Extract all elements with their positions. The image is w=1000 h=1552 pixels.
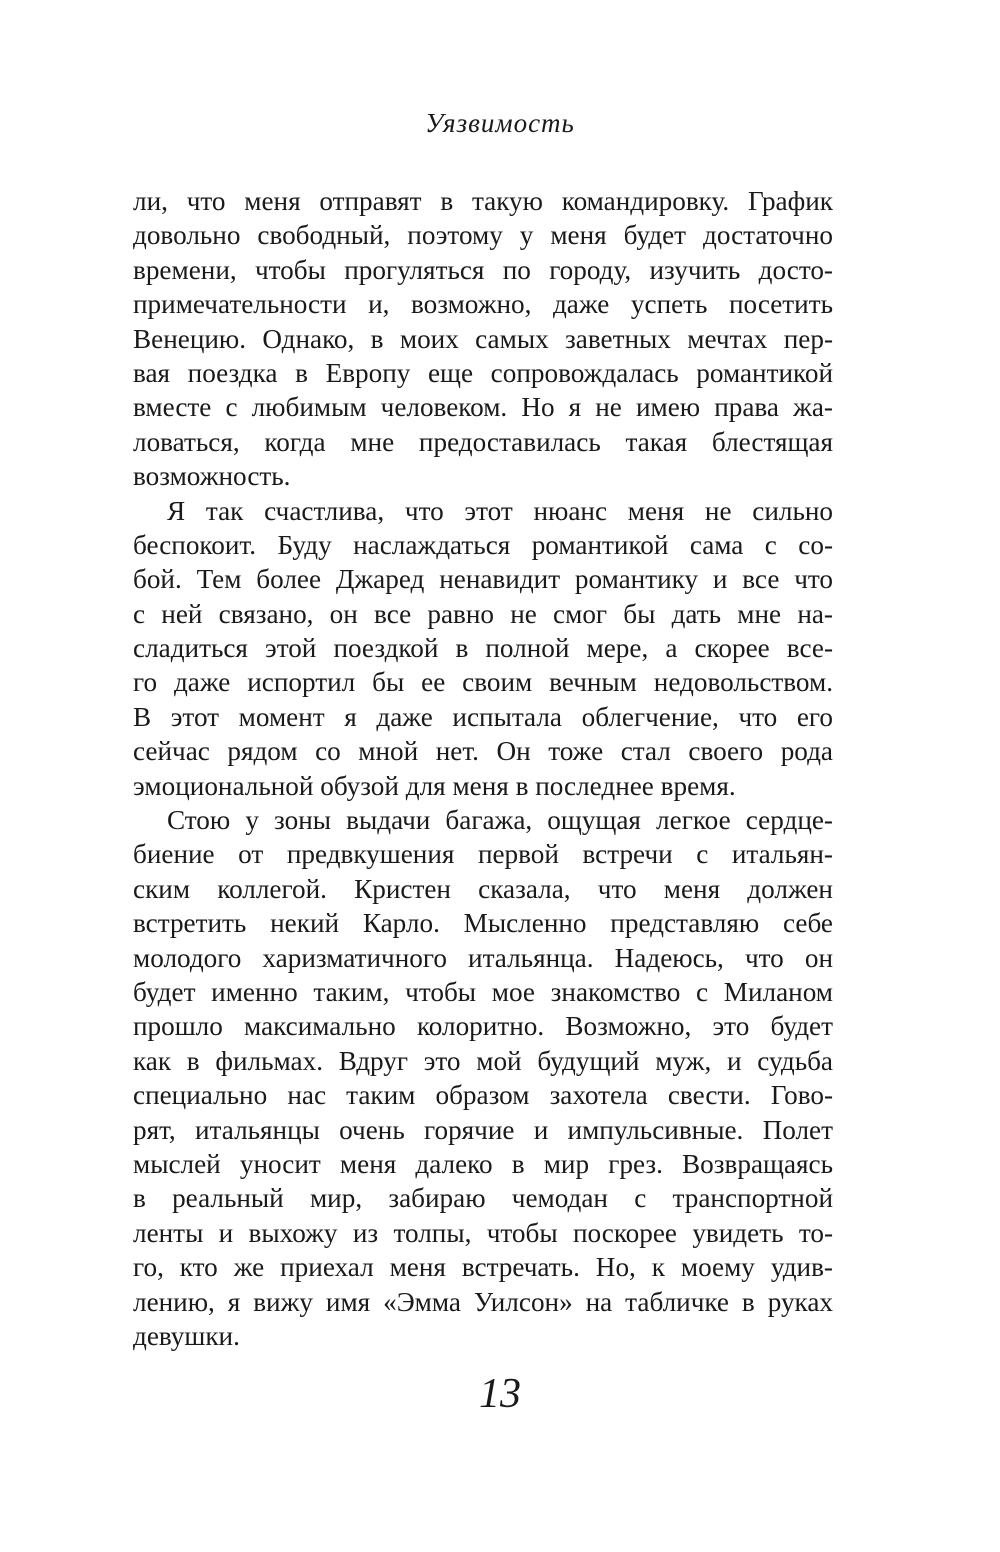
text-line: ленты и выхожу из толпы, чтобы поскорее увидеть то-	[133, 1217, 833, 1248]
text-line: встретить некий Карло. Мысленно представляю себе	[133, 908, 833, 939]
text-line: беспокоит. Буду наслаждаться романтикой сама с со-	[133, 529, 833, 560]
text-line: го даже испортил бы ее своим вечным недовольством.	[133, 667, 833, 698]
text-line: мыслей уносит меня далеко в мир грез. Возвращаясь	[133, 1148, 833, 1179]
text-line: будет именно таким, чтобы мое знакомство с Миланом	[133, 976, 833, 1007]
text-line: В этот момент я даже испытала облегчение, что его	[133, 701, 833, 732]
text-line: ли, что меня отправят в такую командировку. График	[133, 186, 833, 216]
page-number: 13	[479, 1371, 521, 1417]
text-line: эмоциональной обузой для меня в последнее время.	[133, 770, 736, 801]
text-line: ским коллегой. Кристен сказала, что меня должен	[133, 873, 833, 904]
text-line: девушки.	[133, 1320, 240, 1351]
text-line: Стою у зоны выдачи багажа, ощущая легкое сердце-	[167, 805, 833, 836]
text-line: времени, чтобы прогуляться по городу, изучить досто-	[133, 254, 833, 285]
paragraph	[133, 184, 833, 494]
text-line: бой. Тем более Джаред ненавидит романтику и все что	[133, 564, 833, 595]
text-line: сладиться этой поездкой в полной мере, а скорее все-	[133, 633, 833, 664]
text-line: Я так счастлива, что этот нюанс меня не сильно	[167, 495, 833, 526]
text-line: ловаться, когда мне предоставилась такая блестящая	[133, 426, 833, 457]
text-line: рят, итальянцы очень горячие и импульсивные. Полет	[133, 1114, 833, 1145]
text-line: вая поездка в Европу еще сопровождалась романтикой	[133, 357, 833, 388]
text-line: довольно свободный, поэтому у меня будет достаточно	[133, 220, 833, 251]
text-line: го, кто же приехал меня встречать. Но, к моему удив-	[133, 1252, 833, 1283]
paragraph	[133, 494, 833, 804]
text-line: сейчас рядом со мной нет. Он тоже стал своего рода	[133, 736, 833, 767]
paragraph	[133, 803, 833, 1353]
text-line: как в фильмах. Вдруг это мой будущий муж, и судьба	[133, 1045, 833, 1076]
text-line: Венецию. Однако, в моих самых заветных мечтах пер-	[133, 323, 833, 354]
text-line: возможность.	[133, 461, 291, 492]
text-line: молодого харизматичного итальянца. Надеюсь, что он	[133, 942, 833, 973]
text-line: биение от предвкушения первой встречи с итальян-	[133, 839, 833, 870]
running-head: Уязвимость	[425, 108, 575, 138]
text-line: лению, я вижу имя «Эмма Уилсон» на табличке в руках	[133, 1286, 833, 1317]
text-line: прошло максимально колоритно. Возможно, это будет	[133, 1011, 833, 1042]
text-line: с ней связано, он все равно не смог бы дать мне на-	[133, 598, 833, 629]
text-line: вместе с любимым человеком. Но я не имею права жа-	[133, 392, 833, 423]
text-line: примечательности и, возможно, даже успеть посетить	[133, 289, 833, 320]
text-line: в реальный мир, забираю чемодан с транспортной	[133, 1183, 833, 1214]
body-text	[133, 184, 833, 1353]
text-line: специально нас таким образом захотела свести. Гово-	[133, 1080, 833, 1111]
